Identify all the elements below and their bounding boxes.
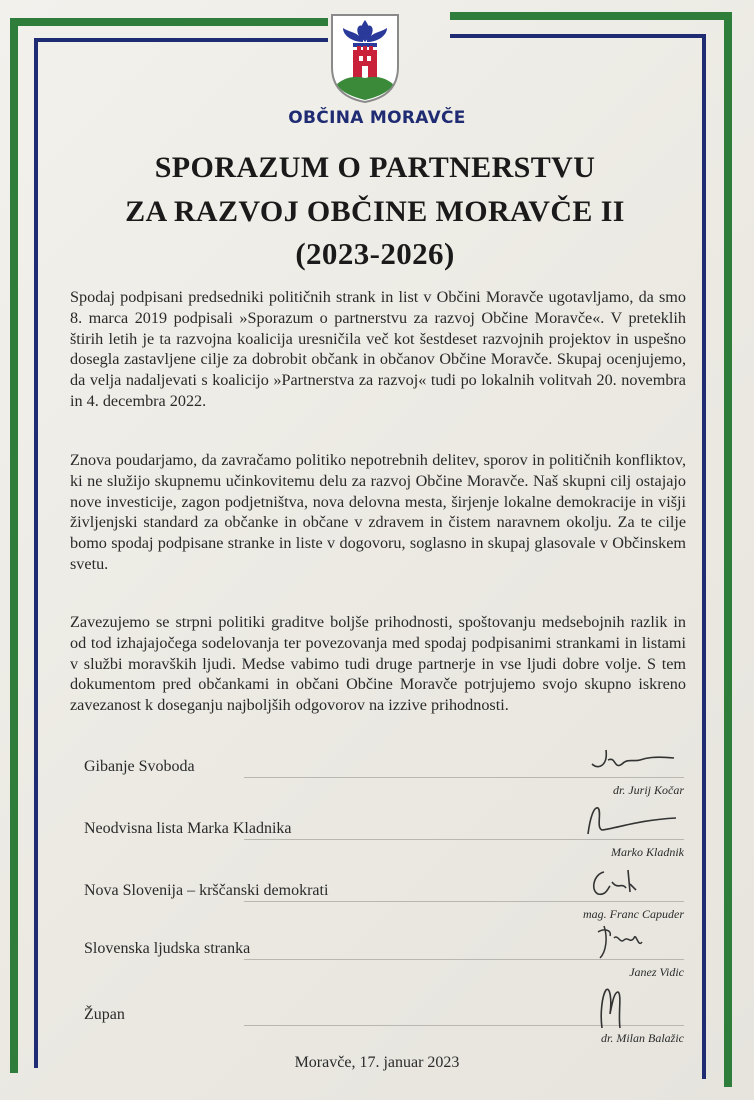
signatory-name: dr. Milan Balažic <box>601 1031 684 1045</box>
frame-green-top-left <box>10 18 328 26</box>
party-label: Župan <box>84 1006 125 1023</box>
party-label: Gibanje Svoboda <box>84 758 195 775</box>
party-label: Neodvisna lista Marka Kladnika <box>84 820 292 837</box>
frame-green-left <box>10 18 18 1073</box>
frame-blue-top-left <box>34 38 328 42</box>
signature-row <box>84 864 684 924</box>
handwritten-signature-icon <box>578 736 678 786</box>
municipal-coat-of-arms-icon <box>329 12 401 104</box>
signature-row <box>84 988 684 1048</box>
party-label: Slovenska ljudska stranka <box>84 940 251 957</box>
signatory-name: Janez Vidic <box>629 965 684 979</box>
frame-blue-top-right <box>450 34 706 38</box>
signature-row <box>84 802 684 862</box>
document-title-period: (2023-2026) <box>295 236 455 271</box>
place-and-date: Moravče, 17. januar 2023 <box>294 1054 460 1071</box>
signature-row <box>84 740 684 800</box>
body-paragraph-1: Spodaj podpisani predsedniki političnih strank in list v Občini Moravče ugotavljamo, da smo 8. marca 2019 podpisali »Sporazum o partnerstvu za razvoj Občine Moravče«. V preteklih štirih letih je ta razvojna koalicija uresničila več kot šestdeset razvojnih projektov in uspešno dosegla zastavljene cilje za dobrobit občank in občanov Občine Moravče. Skupaj ocenjujemo, da velja nadaljevati s koalicijo »Partnerstva za razvoj« tudi po lokalnih volitvah 20. novembra in 4. decembra 2022. <box>70 288 686 410</box>
party-label: Nova Slovenija – krščanski demokrati <box>84 882 329 899</box>
signatory-name: dr. Jurij Kočar <box>612 783 684 797</box>
signatory-name: Marko Kladnik <box>611 845 684 859</box>
frame-green-right <box>724 12 732 1087</box>
signatory-name: mag. Franc Capuder <box>583 907 684 921</box>
document-title-line-2: ZA RAZVOJ OBČINE MORAVČE II <box>125 195 625 228</box>
handwritten-signature-icon <box>578 798 678 848</box>
body-paragraph-2: Znova poudarjamo, da zavračamo politiko nepotrebnih delitev, sporov in političnih konfliktov, ki ne služijo skupnemu učinkovitemu delu za razvoj Občine Moravče. Naš skupni cilj ostajajo nove investicije, zagon podjetništva, nova delovna mesta, širjenje lokalne demokracije in višji življenjski standard za občanke in občane v zdravem in čistem naravnem okolju. Za te cilje bomo spodaj podpisane stranke in liste v dogovoru, soglasno in skupaj glasovale v Občinskem svetu. <box>70 451 686 573</box>
body-paragraph-3: Zavezujemo se strpni politiki graditve boljše prihodnosti, spoštovanju medsebojnih razlik in od tod izhajajočega sodelovanja ter povezovanja med spodaj podpisanimi strankami in listami v službi moravških ljudi. Medse vabimo tudi druge partnerje in vse ljudi dobre volje. S tem dokumentom pred občankami in občani Občine Moravče potrjujemo svojo skupno iskreno zavezanost k doseganju najboljših odgovorov na izzive prihodnosti. <box>70 613 686 715</box>
document-title-line-1: SPORAZUM O PARTNERSTVU <box>154 151 596 184</box>
frame-green-top-right <box>450 12 732 20</box>
signature-row <box>84 922 684 982</box>
handwritten-signature-icon <box>578 860 678 910</box>
frame-blue-right <box>702 34 706 1079</box>
frame-blue-left <box>34 38 38 1068</box>
handwritten-signature-icon <box>578 918 678 968</box>
municipality-name: OBČINA MORAVČE <box>288 108 466 128</box>
handwritten-signature-icon <box>578 984 678 1034</box>
